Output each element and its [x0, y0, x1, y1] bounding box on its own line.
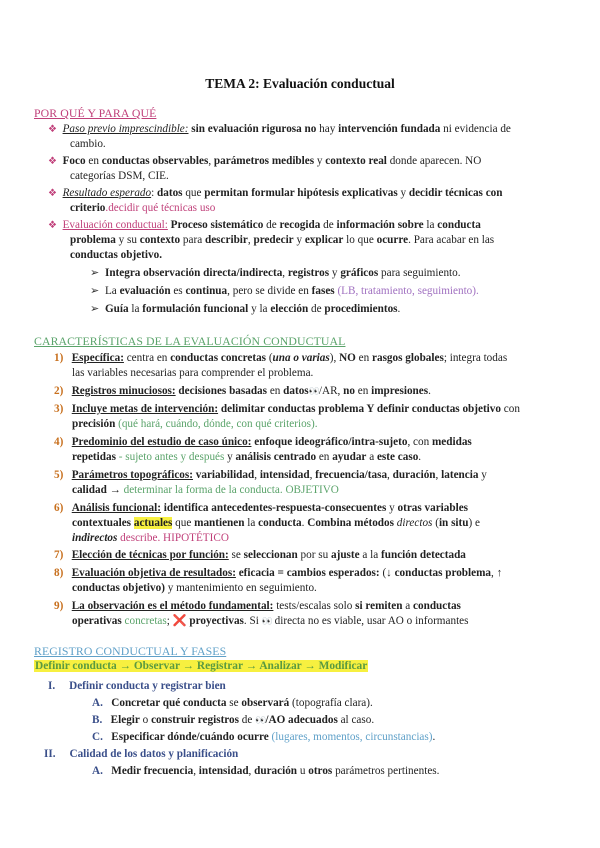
section-heading-caracteristicas: CARACTERÍSTICAS DE LA EVALUACIÓN CONDUCTUAL: [34, 334, 346, 348]
bullet-1: ❖ Paso previo imprescindible: sin evaluación rigurosa no hay intervención fundada ni evidencia de: [48, 123, 511, 135]
item-3: 3) Incluye metas de intervención: delimitar conductas problema Y definir conductas objetivo con: [54, 403, 520, 415]
item-9: 9) La observación es el método fundamental: tests/escalas solo si remiten a conductas: [54, 600, 461, 612]
item-6-line-2: contextuales actuales que mantienen la conducta. Combina métodos directos (in situ) e: [72, 517, 480, 529]
item-5-line-2: calidad → determinar la forma de la conducta. OBJETIVO: [72, 484, 339, 496]
item-1: 1) Específica: centra en conductas concretas (una o varias), NO en rasgos globales; integra todas: [54, 352, 508, 364]
item-8: 8) Evaluación objetiva de resultados: eficacia = cambios esperados: (↓ conductas problema, ↑: [54, 567, 503, 579]
bullet-1-line-2: cambio.: [70, 138, 106, 150]
arrow-bullet-icon: ➢: [90, 267, 100, 279]
bullet-4: ❖ Evaluación conductual: Proceso sistemático de recogida de información sobre la conducta: [48, 219, 481, 231]
alpha-item-1a: A. Concretar qué conducta se observará (topografía clara).: [92, 697, 373, 709]
roman-item-1: I. Definir conducta y registrar bien: [48, 680, 226, 692]
item-1-line-2: las variables necesarias para comprender el problema.: [72, 367, 314, 379]
item-3-line-2: precisión (qué hará, cuándo, dónde, con qué criterios).: [72, 418, 318, 430]
page-title: TEMA 2: Evaluación conductual: [205, 76, 395, 91]
roman-item-2: II. Calidad de los datos y planificación: [44, 748, 239, 760]
eyes-icon: 👀: [308, 386, 319, 396]
bullet-2-line-2: categorías DSM, CIE.: [70, 170, 169, 182]
item-4: 4) Predominio del estudio de caso único: enfoque ideográfico/intra-sujeto, con medidas: [54, 436, 472, 448]
diamond-bullet-icon: ❖: [48, 220, 57, 231]
item-8-line-2: conductas objetivo) y mantenimiento en seguimiento.: [72, 582, 317, 594]
item-5: 5) Parámetros topográficos: variabilidad, intensidad, frecuencia/tasa, duración, latencia y: [54, 469, 487, 481]
arrow-bullet-icon: ➢: [90, 303, 100, 315]
sub-bullet-1: ➢ Integra observación directa/indirecta, registros y gráficos para seguimiento.: [90, 267, 461, 279]
cross-mark-icon: ❌: [172, 615, 187, 627]
diamond-bullet-icon: ❖: [48, 188, 57, 199]
alpha-item-1b: B. Elegir o construir registros de 👀/AO adecuados al caso.: [92, 714, 375, 726]
alpha-item-2a: A. Medir frecuencia, intensidad, duración u otros parámetros pertinentes.: [92, 765, 440, 777]
sub-bullet-2: ➢ La evaluación es continua, pero se divide en fases (LB, tratamiento, seguimiento).: [90, 285, 479, 297]
section-heading-por-que: POR QUÉ Y PARA QUÉ: [34, 106, 157, 120]
bullet-4-line-3: conductas objetivo.: [70, 249, 162, 261]
item-6-line-3: indirectos describe. HIPOTÉTICO: [72, 532, 229, 544]
item-4-line-2: repetidas - sujeto antes y después y análisis centrado en ayudar a este caso.: [72, 451, 422, 463]
item-9-line-2: operativas concretas; ❌ proyectivas. Si 👀 directa no es viable, usar AO o informantes: [72, 615, 469, 627]
eyes-icon: 👀: [255, 715, 266, 725]
bullet-3-line-2: criterio.decidir qué técnicas uso: [70, 202, 216, 214]
process-flow: Definir conducta → Observar → Registrar → Analizar → Modificar: [35, 660, 368, 672]
item-6: 6) Análisis funcional: identifica antecedentes-respuesta-consecuentes y otras variables: [54, 502, 469, 514]
section-heading-registro: REGISTRO CONDUCTUAL Y FASES: [34, 644, 227, 658]
item-7: 7) Elección de técnicas por función: se seleccionan por su ajuste a la función detectada: [54, 549, 466, 561]
alpha-item-1c: C. Especificar dónde/cuándo ocurre (lugares, momentos, circunstancias).: [92, 731, 436, 743]
eyes-icon: 👀: [261, 616, 272, 626]
diamond-bullet-icon: ❖: [48, 124, 57, 135]
bullet-3: ❖ Resultado esperado: datos que permitan formular hipótesis explicativas y decidir técnicas con: [48, 187, 503, 199]
bullet-2: ❖ Foco en conductas observables, parámetros medibles y contexto real donde aparecen. NO: [48, 155, 482, 167]
diamond-bullet-icon: ❖: [48, 156, 57, 167]
arrow-bullet-icon: ➢: [90, 285, 100, 297]
bullet-4-line-2: problema y su contexto para describir, predecir y explicar lo que ocurre. Para acabar en las: [70, 234, 495, 246]
sub-bullet-3: ➢ Guía la formulación funcional y la elección de procedimientos.: [90, 303, 401, 315]
item-2: 2) Registros minuciosos: decisiones basadas en datos👀/AR, no en impresiones.: [54, 385, 431, 397]
